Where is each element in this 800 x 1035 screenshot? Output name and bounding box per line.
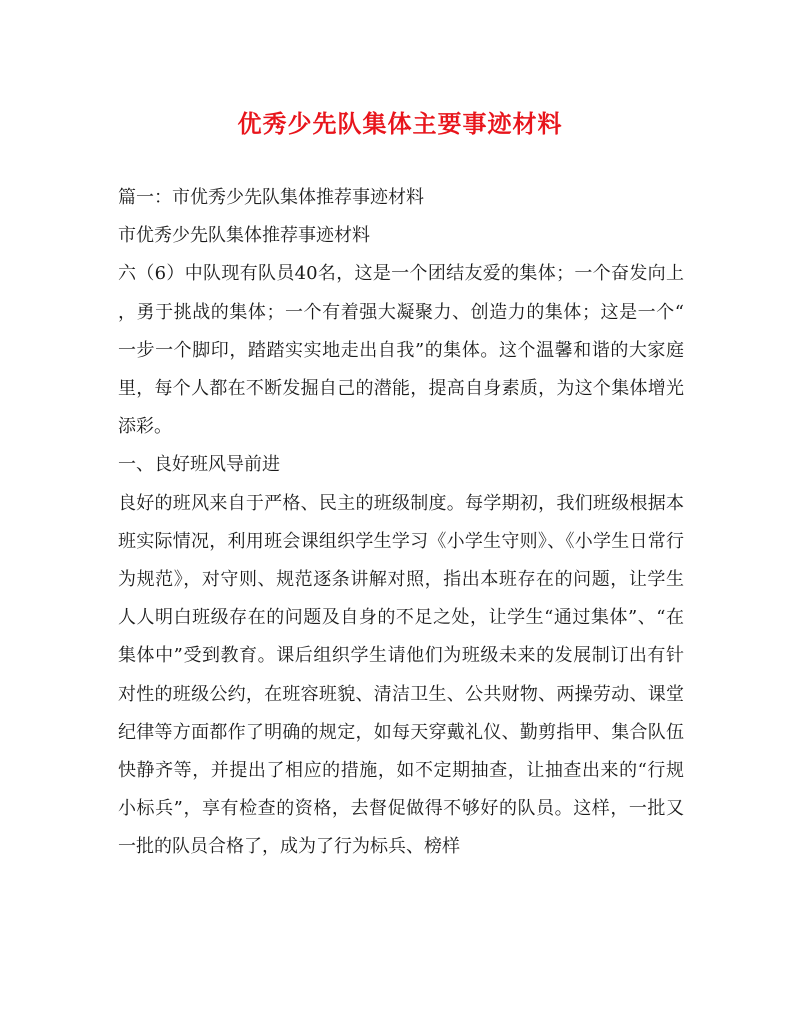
section-heading: 市优秀少先队集体推荐事迹材料 bbox=[118, 225, 370, 247]
subtitle-paragraph: 篇一：市优秀少先队集体推荐事迹材料 bbox=[118, 187, 424, 208]
body-paragraph: 六（6）中队现有队员40名，这是一个团结友爱的集体；一个奋发向上，勇于挑战的集体；一个有着强大凝聚力、创造力的集体；这是一个“一步一个脚印，踏踏实实地走出自我”的集体。这个温馨和谐的大家庭里，每个人都在不断发掘自己的潜能，提高自身素质，为这个集体增光添彩。 bbox=[118, 263, 684, 438]
document-body bbox=[118, 179, 684, 867]
body-paragraph: 良好的班风来自于严格、民主的班级制度。每学期初，我们班级根据本班实际情况，利用班会课组织学生学习《小学生守则》、《小学生日常行为规范》，对守则、规范逐条讲解对照，指出本班存在的问题，让学生人人明白班级存在的问题及自身的不足之处，让学生“通过集体”、“在集体中”受到教育。课后组织学生请他们为班级未来的发展制订出有针对性的班级公约，在班容班貌、清洁卫生、公共财物、两操劳动、课堂纪律等方面都作了明确的规定，如每天穿戴礼仪、勤剪指甲、集合队伍快静齐等，并提出了相应的措施，如不定期抽查，让抽查出来的“行规小标兵”，享有检查的资格，去督促做得不够好的队员。这样，一批又一批的队员合格了，成为了行为标兵、榜样 bbox=[118, 492, 684, 858]
document-title: 优秀少先队集体主要事迹材料 bbox=[237, 109, 563, 138]
section-heading: 一、良好班风导前进 bbox=[118, 454, 280, 476]
